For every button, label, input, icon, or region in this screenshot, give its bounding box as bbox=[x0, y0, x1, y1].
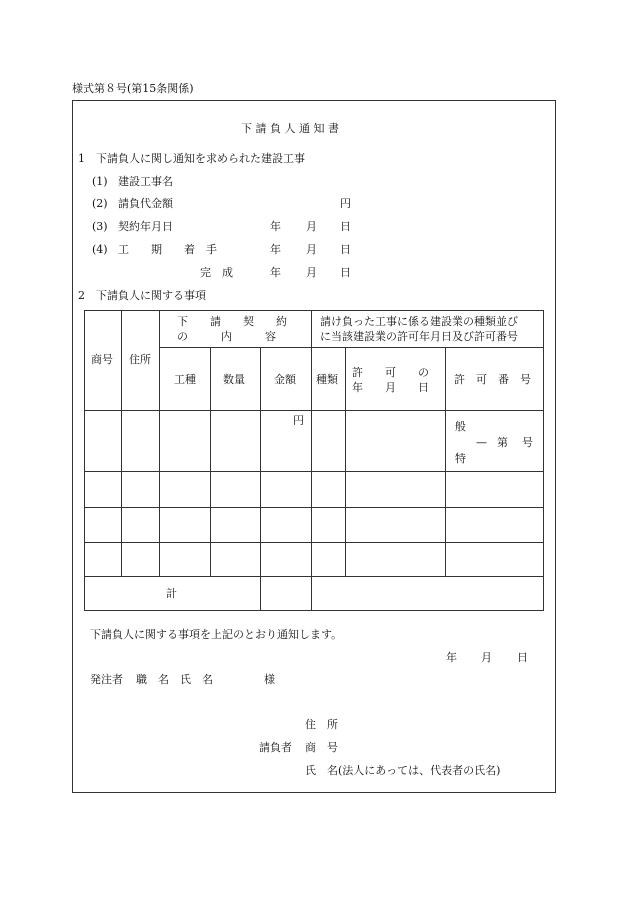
col-header-quantity: 数量 bbox=[223, 373, 245, 386]
item-num: (3) bbox=[92, 220, 108, 233]
col-header-address: 住所 bbox=[129, 353, 151, 366]
date-day: 日 bbox=[340, 266, 351, 279]
col-group-license: 請け負った工事に係る建設業の種類並び bbox=[320, 315, 518, 328]
date-month: 月 bbox=[306, 243, 317, 256]
orderer-label: 発注者 bbox=[90, 673, 123, 686]
item-label-project-name: 建設工事名 bbox=[118, 175, 173, 188]
col-header-license-number: 許 可 番 号 bbox=[454, 373, 531, 386]
date-day: 日 bbox=[340, 243, 351, 256]
col-group-contract: 下 請 契 約 bbox=[177, 315, 287, 328]
form-number: 様式第８号(第15条関係) bbox=[72, 82, 194, 95]
col-group-license: に当該建設業の許可年月日及び許可番号 bbox=[320, 330, 518, 343]
col-header-amount: 金額 bbox=[274, 373, 296, 386]
col-header-license-type: 種類 bbox=[316, 373, 338, 386]
item-label-period-end: 完 成 bbox=[200, 266, 233, 279]
license-dash: — bbox=[476, 436, 487, 449]
license-special: 特 bbox=[455, 452, 466, 465]
date-year: 年 bbox=[446, 651, 457, 664]
item-label-contract-date: 契約年月日 bbox=[118, 220, 173, 233]
date-day: 日 bbox=[340, 220, 351, 233]
date-year: 年 bbox=[270, 243, 281, 256]
license-general: 般 bbox=[455, 420, 466, 433]
contractor-label: 請負者 bbox=[259, 741, 292, 754]
license-dai: 第 bbox=[497, 436, 508, 449]
date-year: 年 bbox=[270, 266, 281, 279]
yen-unit: 円 bbox=[340, 197, 351, 210]
yen-unit: 円 bbox=[293, 414, 304, 427]
col-header-work-type: 工種 bbox=[174, 373, 196, 386]
item-num: (2) bbox=[92, 197, 108, 210]
notice-text: 下請負人に関する事項を上記のとおり通知します。 bbox=[90, 628, 343, 641]
item-num: (1) bbox=[92, 175, 108, 188]
section1-heading: 1 下請負人に関し通知を求められた建設工事 bbox=[78, 152, 305, 165]
total-label: 計 bbox=[166, 587, 177, 600]
col-header-license-date: 許 可 の bbox=[352, 366, 429, 379]
date-year: 年 bbox=[270, 220, 281, 233]
date-month: 月 bbox=[306, 220, 317, 233]
item-label-period-start: 工 期 着 手 bbox=[118, 243, 217, 256]
col-header-trade-name: 商号 bbox=[91, 353, 113, 366]
col-group-contract: の 内 容 bbox=[177, 330, 276, 343]
contractor-trade-name: 商 号 bbox=[305, 741, 338, 754]
date-month: 月 bbox=[306, 266, 317, 279]
section2-heading: 2 下請負人に関する事項 bbox=[78, 289, 206, 302]
date-month: 月 bbox=[481, 651, 492, 664]
orderer-honorific: 様 bbox=[264, 673, 275, 686]
item-label-contract-amount: 請負代金額 bbox=[118, 197, 173, 210]
contractor-name: 氏 名(法人にあっては、代表者の氏名) bbox=[305, 764, 501, 777]
license-go: 号 bbox=[522, 436, 533, 449]
form-title: 下 請 負 人 通 知 書 bbox=[241, 122, 339, 135]
orderer-title-name: 職 名 氏 名 bbox=[136, 673, 213, 686]
item-num: (4) bbox=[92, 243, 108, 256]
contractor-address: 住 所 bbox=[305, 718, 338, 731]
date-day: 日 bbox=[517, 651, 528, 664]
col-header-license-date: 年 月 日 bbox=[352, 381, 429, 394]
